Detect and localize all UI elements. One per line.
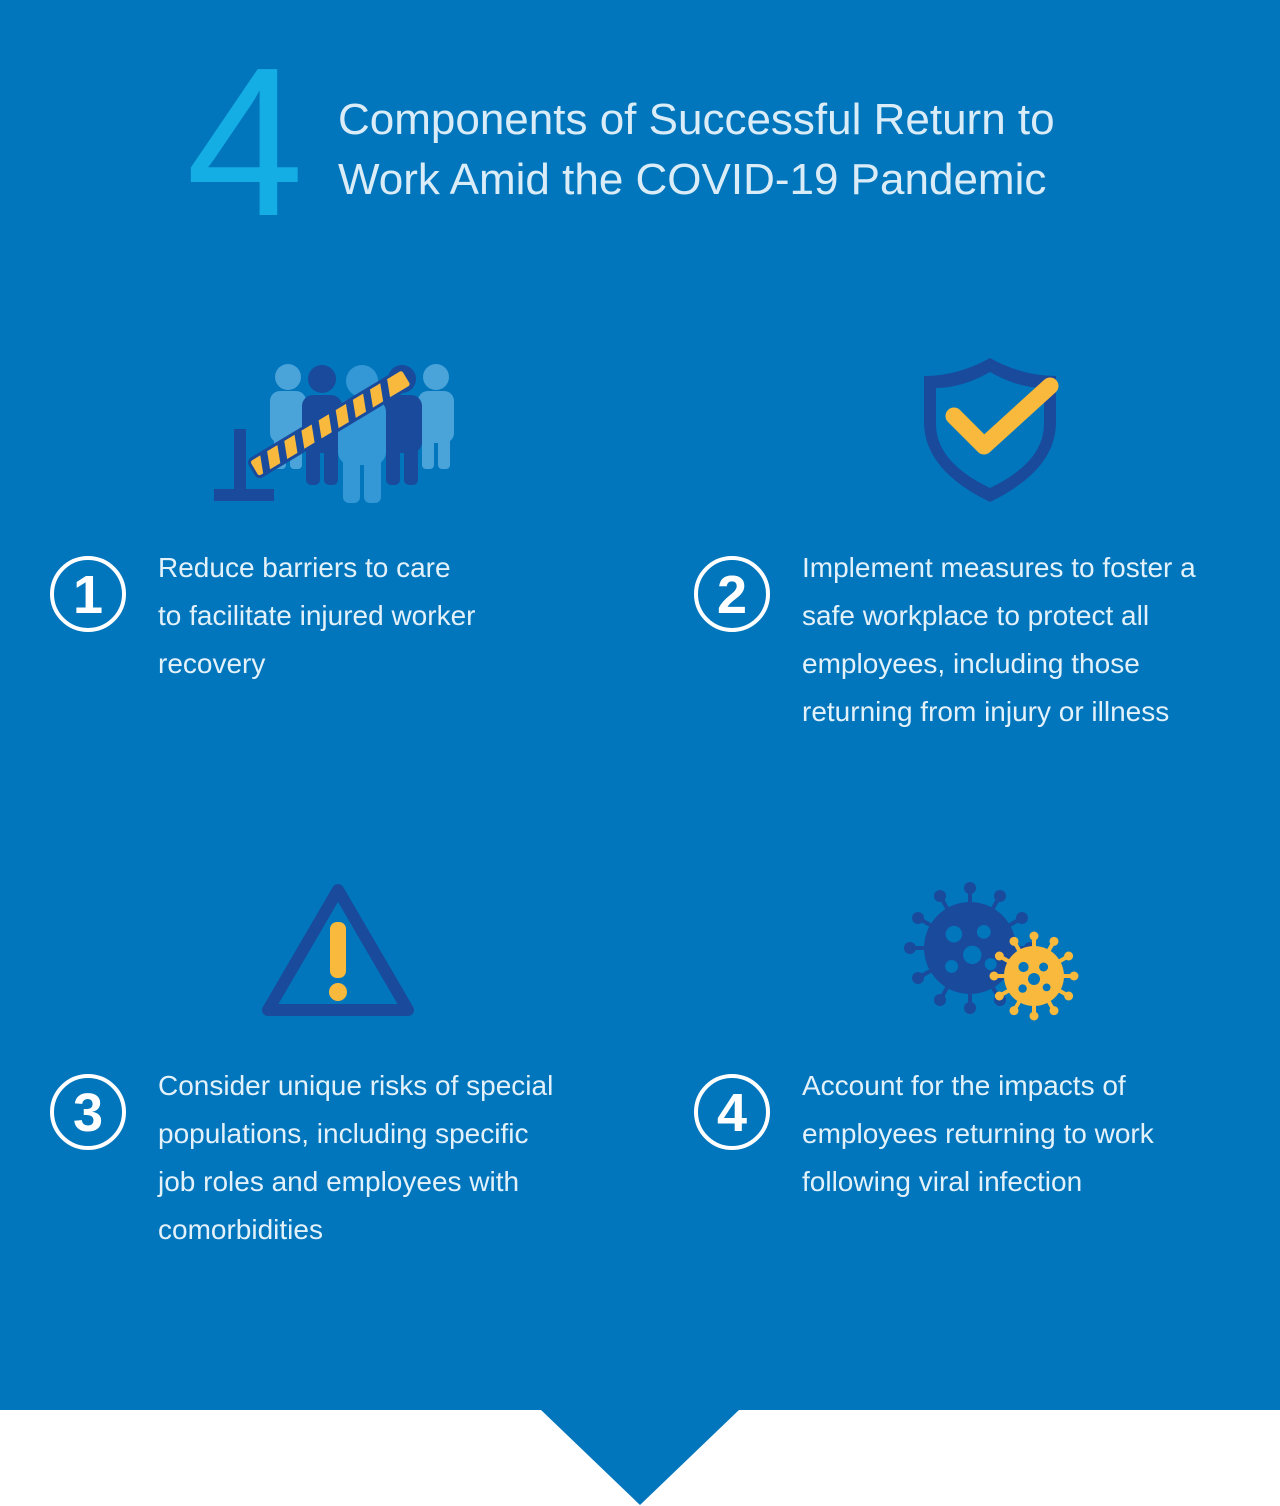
warning-triangle-icon xyxy=(258,880,418,1025)
item-3-number-badge: 3 xyxy=(50,1074,126,1150)
item-1-line-3: recovery xyxy=(158,648,266,679)
title-line-1: Components of Successful Return to xyxy=(338,95,1055,144)
barrier-crowd-icon xyxy=(210,345,470,510)
item-2-line-4: returning from injury or illness xyxy=(802,696,1170,727)
item-2-line-2: safe workplace to protect all xyxy=(802,600,1150,631)
virus-icon xyxy=(900,878,1085,1028)
item-4-line-3: following viral infection xyxy=(802,1166,1083,1197)
down-pointer xyxy=(540,1409,740,1505)
item-2-line-3: employees, including those xyxy=(802,648,1140,679)
item-4-line-2: employees returning to work xyxy=(802,1118,1154,1149)
item-4-description xyxy=(802,1062,1154,1206)
item-3-description xyxy=(158,1062,553,1254)
title-line-2: Work Amid the COVID-19 Pandemic xyxy=(338,155,1047,204)
header-number: 4 xyxy=(186,23,304,260)
item-1-description xyxy=(158,544,475,688)
item-2-description xyxy=(802,544,1196,736)
item-3-line-1: Consider unique risks of special xyxy=(158,1070,554,1101)
item-2-line-1: Implement measures to foster a xyxy=(802,552,1196,583)
item-1-number-badge: 1 xyxy=(50,556,126,632)
page-title xyxy=(338,90,1138,210)
item-1-line-2: to facilitate injured worker xyxy=(158,600,476,631)
item-3-line-3: job roles and employees with xyxy=(158,1166,520,1197)
item-3-line-2: populations, including specific xyxy=(158,1118,529,1149)
item-1-line-1: Reduce barriers to care xyxy=(158,552,451,583)
shield-check-icon xyxy=(918,352,1068,507)
item-4-line-1: Account for the impacts of xyxy=(802,1070,1126,1101)
item-3-line-4: comorbidities xyxy=(158,1214,323,1245)
item-2-number-badge: 2 xyxy=(694,556,770,632)
item-4-number-badge: 4 xyxy=(694,1074,770,1150)
